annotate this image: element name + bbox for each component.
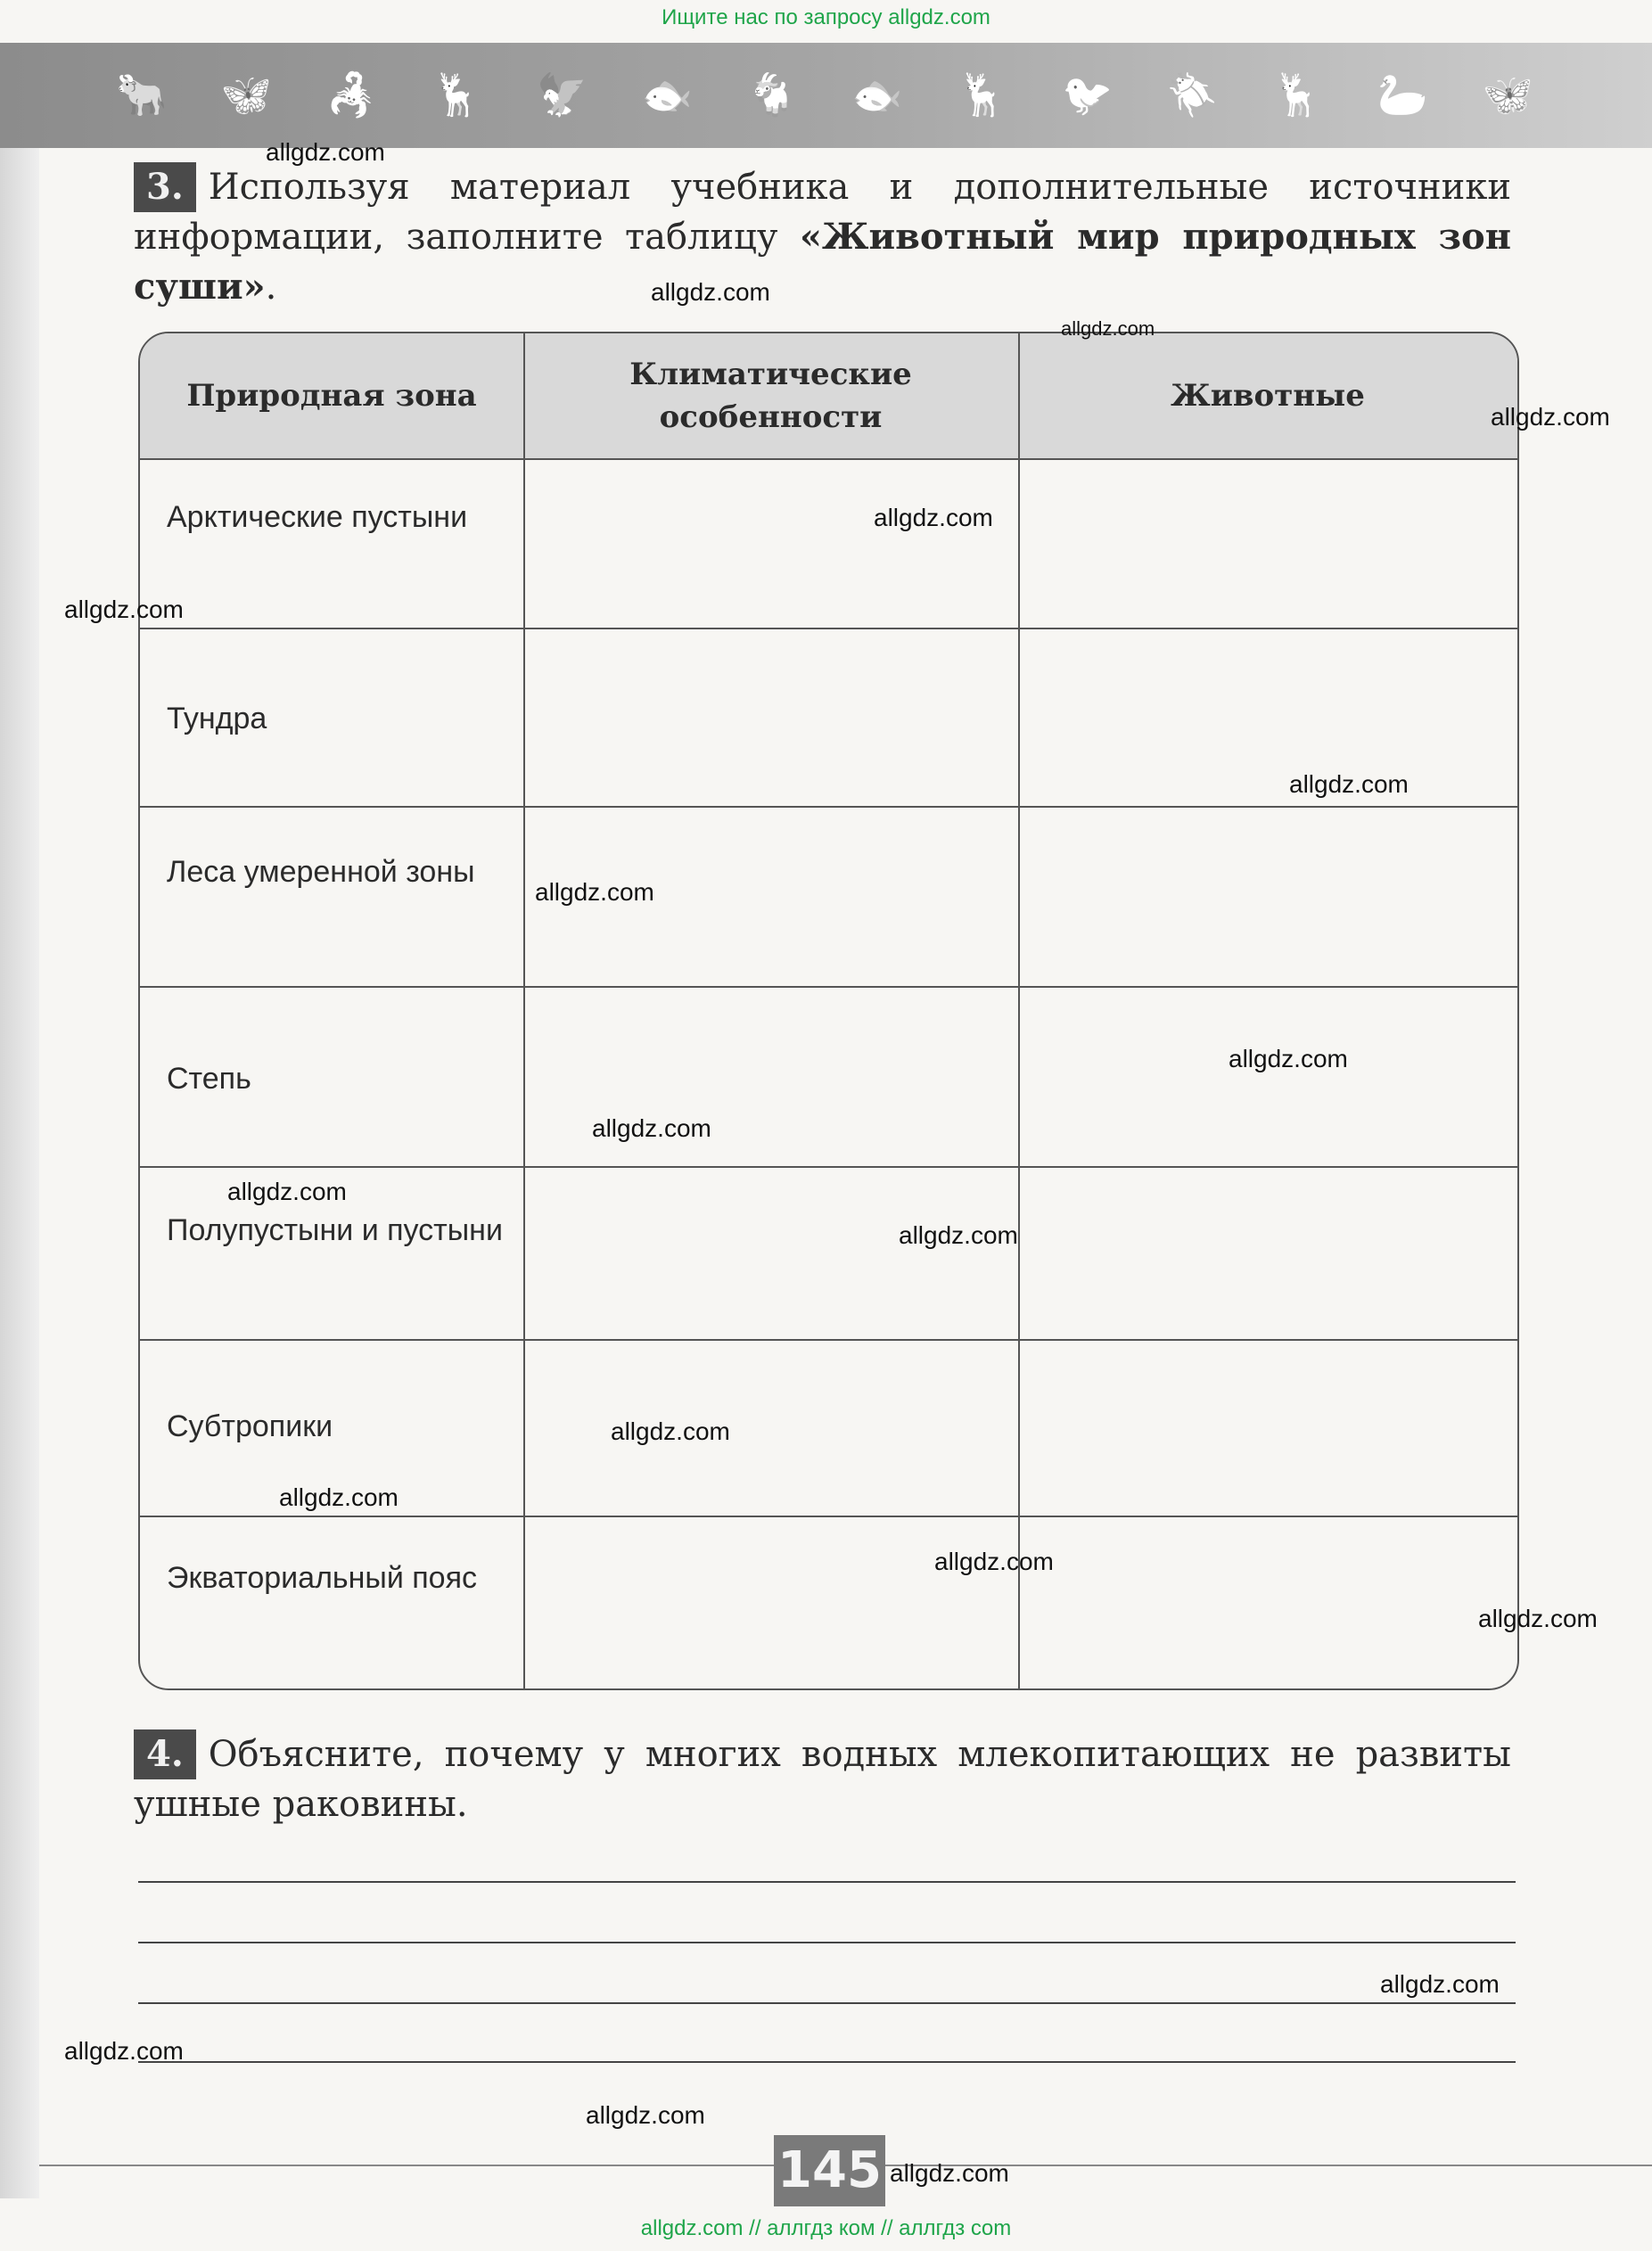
- row-divider: [140, 1166, 1517, 1168]
- answer-line[interactable]: [138, 2002, 1516, 2004]
- watermark: allgdz.com: [1380, 1970, 1500, 1998]
- column-divider: [1018, 333, 1020, 1688]
- header-animals: Животные: [1171, 378, 1365, 414]
- site-top-link[interactable]: Ищите нас по запросу allgdz.com: [662, 5, 990, 29]
- watermark: allgdz.com: [592, 1114, 711, 1142]
- row-divider: [140, 628, 1517, 629]
- animal-silhouettes: [116, 59, 1533, 130]
- animal-silhouette-icon: 🦌: [431, 70, 482, 119]
- watermark: allgdz.com: [651, 278, 770, 306]
- task-4-number: 4.: [134, 1729, 196, 1779]
- header-climate: Климатические особенности: [629, 357, 912, 435]
- animal-silhouette-icon: 🐟: [641, 70, 693, 119]
- watermark: allgdz.com: [874, 504, 993, 531]
- animal-silhouette-icon: 🪲: [1166, 70, 1219, 119]
- zone-steppe: Степь: [167, 1062, 251, 1096]
- answer-line[interactable]: [138, 1942, 1516, 1943]
- task-3-number: 3.: [134, 162, 196, 212]
- task-3-title: «Животный мир природных зон суши»: [134, 216, 1511, 308]
- watermark: allgdz.com: [64, 596, 184, 623]
- watermark: allgdz.com: [266, 138, 385, 166]
- zone-semideserts-deserts: Полупустыни и пустыни: [167, 1213, 503, 1247]
- zone-temperate-forests: Леса умеренной зоны: [167, 855, 475, 889]
- animal-silhouette-icon: 🐂: [116, 70, 168, 119]
- animal-silhouette-icon: 🦋: [1482, 70, 1533, 119]
- row-divider: [140, 1516, 1517, 1517]
- task-4-text: Объясните, почему у многих водных млекопитающих не развиты ушные раковины.: [134, 1734, 1511, 1825]
- watermark: allgdz.com: [1289, 770, 1409, 798]
- watermark: allgdz.com: [1478, 1605, 1598, 1632]
- page-number: 145: [774, 2135, 885, 2206]
- task-3-intro: Используя материал учебника и дополнительные источники информации, заполните таблицу: [134, 167, 1511, 258]
- animal-silhouette-icon: 🐟: [851, 70, 903, 119]
- table-header: [140, 333, 1517, 458]
- page-binding: [0, 148, 39, 2198]
- task-4: [134, 1729, 1511, 1829]
- animal-banner: [0, 43, 1652, 148]
- zone-equatorial-belt: Экваториальный пояс: [167, 1561, 478, 1595]
- watermark: allgdz.com: [1229, 1045, 1348, 1072]
- zone-arctic-deserts: Арктические пустыни: [167, 500, 468, 534]
- watermark: allgdz.com: [279, 1483, 399, 1511]
- row-divider: [140, 458, 1517, 460]
- row-divider: [140, 1339, 1517, 1341]
- watermark: allgdz.com: [1061, 317, 1155, 340]
- task-3-end: .: [265, 267, 277, 308]
- watermark: allgdz.com: [64, 2037, 184, 2065]
- animal-silhouette-icon: 🐐: [746, 70, 798, 119]
- row-divider: [140, 806, 1517, 808]
- watermark: allgdz.com: [934, 1548, 1054, 1575]
- answer-line[interactable]: [138, 1881, 1516, 1883]
- task-3: [134, 162, 1511, 312]
- animal-silhouette-icon: 🦋: [220, 70, 273, 119]
- animal-silhouette-icon: 🐦: [1062, 70, 1114, 119]
- animal-silhouette-icon: 🦌: [1271, 70, 1324, 119]
- watermark: allgdz.com: [611, 1417, 730, 1445]
- watermark: allgdz.com: [586, 2101, 705, 2129]
- answer-line[interactable]: [138, 2061, 1516, 2063]
- zone-tundra: Тундра: [167, 702, 267, 735]
- watermark: allgdz.com: [899, 1221, 1018, 1249]
- animal-silhouette-icon: 🦂: [325, 70, 378, 119]
- animal-silhouette-icon: 🦢: [1377, 70, 1428, 119]
- watermark: allgdz.com: [890, 2159, 1009, 2187]
- watermark: allgdz.com: [227, 1178, 347, 1205]
- site-bottom-link[interactable]: allgdz.com // аллгдз ком // аллгдз com: [640, 2216, 1012, 2240]
- watermark: allgdz.com: [1491, 403, 1610, 431]
- animal-silhouette-icon: 🦌: [957, 70, 1008, 119]
- zone-subtropics: Субтропики: [167, 1409, 333, 1443]
- header-zone: Природная зона: [186, 378, 477, 414]
- animal-silhouette-icon: 🦅: [536, 70, 588, 119]
- watermark: allgdz.com: [535, 878, 654, 906]
- row-divider: [140, 986, 1517, 988]
